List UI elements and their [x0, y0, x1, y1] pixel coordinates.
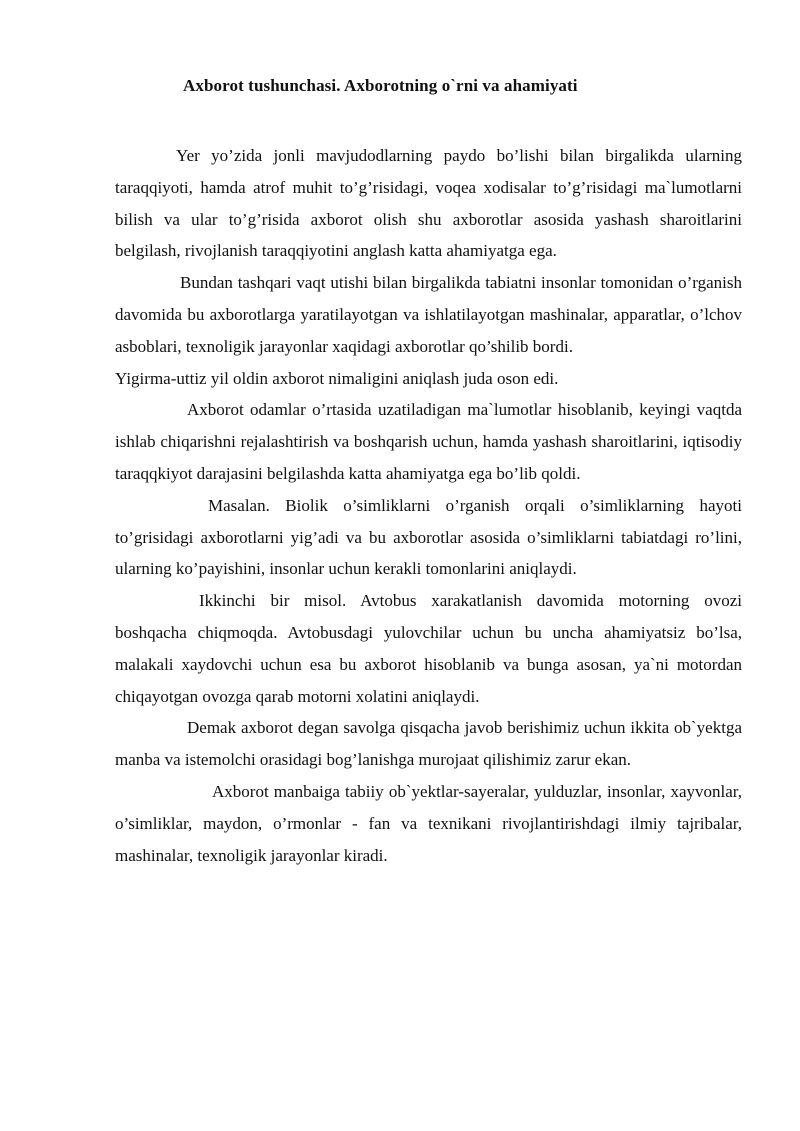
paragraph: Demak axborot degan savolga qisqacha javob berishimiz uchun ikkita ob`yektga manba va istemolchi orasidagi bog’lanishga murojaat qilishimiz zarur ekan.: [115, 718, 742, 770]
paragraph: Masalan. Biolik o’simliklarni o’rganish orqali o’simliklarning hayoti to’grisidagi axborotlarni yig’adi va bu axborotlar asosida o’simliklarni tabiatdagi ro’lini, ularning ko’payishini, insonlar uchun kerakli tomonlarini aniqlaydi.: [115, 495, 742, 579]
paragraph: Axborot odamlar o’rtasida uzatiladigan ma`lumotlar hisoblanib, keyingi vaqtda ishlab chiqarishni rejalashtirish va boshqarish uchun, hamda yashash sharoitlarini, iqtisodiy taraqqkiyot darajasini belgilashda katta ahamiyatga ega bo’lib qoldi.: [115, 400, 742, 483]
paragraph: Yer yo’zida jonli mavjudodlarning paydo bo’lishi bilan birgalikda ularning taraqqiyoti, hamda atrof muhit to’g’risidagi, voqea xodisalar to’g’risidagi ma`lumotlarni bilish va ular to’g’risida axborot olish shu axborotlar asosida yashash sharoitlarini belgilash, rivojlanish taraqqiyotini anglash katta ahamiyatga ega.: [115, 146, 742, 261]
paragraph: Bundan tashqari vaqt utishi bilan birgalikda tabiatni insonlar tomonidan o’rganish davomida bu axborotlarga yaratilayotgan va ishlatilayotgan mashinalar, apparatlar, o’lchov asboblari, texnoligik jarayonlar xaqidagi axborotlar qo’shilib bordi.: [115, 273, 742, 356]
paragraph: Yigirma-uttiz yil oldin axborot nimaligini aniqlash juda oson edi.: [115, 368, 559, 388]
document-body: [115, 140, 742, 871]
paragraph: Ikkinchi bir misol. Avtobus xarakatlanish davomida motorning ovozi boshqacha chiqmoqda. Avtobusdagi yulovchilar uchun bu uncha ahamiyatsiz bo’lsa, malakali xaydovchi uchun esa bu axborot hisoblanib va bunga asosan, ya`ni motordan chiqayotgan ovozga qarab motorni xolatini aniqlaydi.: [115, 591, 742, 706]
document-title: Axborot tushunchasi. Axborotning o`rni va ahamiyati: [183, 76, 578, 95]
paragraph: Axborot manbaiga tabiiy ob`yektlar-sayeralar, yulduzlar, insonlar, xayvonlar, o’simliklar, maydon, o’rmonlar - fan va texnikani rivojlantirishdagi ilmiy tajribalar, mashinalar, texnoligik jarayonlar kiradi.: [115, 781, 742, 865]
